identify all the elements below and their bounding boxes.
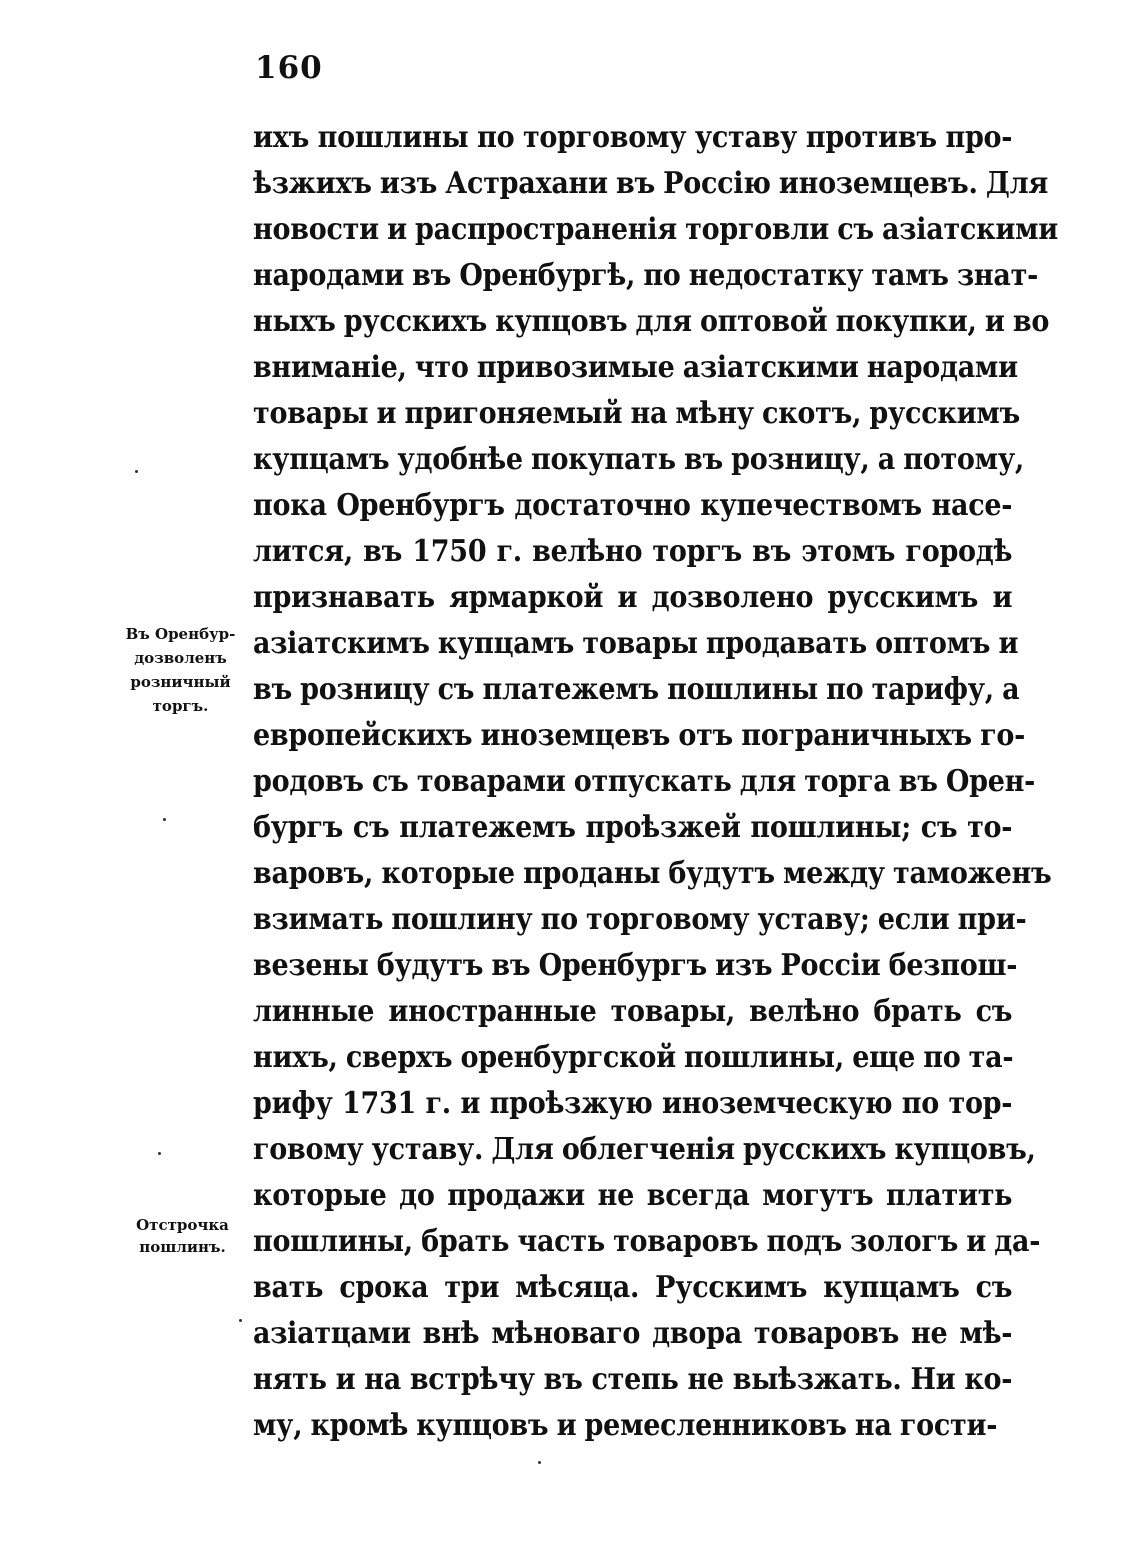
print-speck <box>158 1152 161 1155</box>
margin-note-line: Отстрочка <box>136 1216 229 1234</box>
text-line-19: везены будутъ въ Оренбургъ изъ Россіи безпош- <box>253 948 1018 983</box>
margin-note-line: Въ Оренбур- <box>125 625 236 643</box>
margin-note-oren-trade <box>108 622 253 718</box>
margin-note-line: дозволенъ <box>134 649 227 667</box>
text-line-11: признавать ярмаркой и дозволено русскимъ и <box>253 580 1013 615</box>
margin-note-line: торгъ. <box>152 697 209 715</box>
text-line-18: взимать пошлину по торговому уставу; если при- <box>253 902 1027 937</box>
margin-note-line: пошлинъ. <box>139 1238 226 1256</box>
print-speck <box>239 1319 242 1322</box>
text-line-10: лится, въ 1750 г. велѣно торгъ въ этомъ городѣ <box>253 534 1013 569</box>
margin-note-line: розничный <box>130 673 231 691</box>
text-line-6: вниманіе, что привозимые азіатскими народами <box>253 350 1018 385</box>
text-line-23: говому уставу. Для облегченія русскихъ купцовъ, <box>253 1132 1036 1167</box>
text-line-8: купцамъ удобнѣе покупать въ розницу, а потому, <box>253 442 1024 477</box>
margin-note-deferral <box>120 1214 245 1258</box>
text-line-4: народами въ Оренбургѣ, по недостатку тамъ знат- <box>253 258 1039 293</box>
text-line-12: азіатскимъ купцамъ товары продавать оптомъ и <box>253 626 1019 661</box>
print-speck <box>538 1461 541 1464</box>
text-line-3: новости и распространенія торговли съ азіатскими <box>253 212 1059 247</box>
print-speck <box>163 818 166 821</box>
text-line-29: му, кромѣ купцовъ и ремесленниковъ на гости- <box>253 1408 998 1443</box>
text-line-7: товары и пригоняемый на мѣну скотъ, русскимъ <box>253 396 1021 431</box>
text-line-2: ѣзжихъ изъ Астрахани въ Россію иноземцевъ. Для <box>253 166 1049 201</box>
text-line-25: пошлины, брать часть товаровъ подъ зологъ и да- <box>253 1224 1041 1259</box>
text-line-26: вать срока три мѣсяца. Русскимъ купцамъ съ <box>253 1270 1013 1305</box>
text-line-5: ныхъ русскихъ купцовъ для оптовой покупки, и во <box>253 304 1050 339</box>
text-line-13: въ розницу съ платежемъ пошлины по тарифу, а <box>253 672 1020 707</box>
text-line-28: нять и на встрѣчу въ степь не выѣзжать. Ни ко- <box>253 1362 1013 1397</box>
text-line-16: бургъ съ платежемъ проѣзжей пошлины; съ то- <box>253 810 1013 845</box>
text-line-1: ихъ пошлины по торговому уставу противъ про- <box>253 120 1013 155</box>
text-line-14: европейскихъ иноземцевъ отъ пограничныхъ го- <box>253 718 1026 753</box>
body-text <box>253 115 1059 1449</box>
text-line-20: линные иностранные товары, велѣно брать съ <box>253 994 1013 1029</box>
text-line-9: пока Оренбургъ достаточно купечествомъ насе- <box>253 488 1013 523</box>
text-line-15: родовъ съ товарами отпускать для торга въ Орен- <box>253 764 1036 799</box>
text-line-22: рифу 1731 г. и проѣзжую иноземческую по тор- <box>253 1086 1013 1121</box>
text-line-17: варовъ, которые проданы будутъ между таможенъ <box>253 856 1052 891</box>
page-number: 160 <box>255 50 323 86</box>
text-line-24: которые до продажи не всегда могутъ платить <box>253 1178 1013 1213</box>
print-speck <box>135 470 138 473</box>
text-line-27: азіатцами внѣ мѣноваго двора товаровъ не мѣ- <box>253 1316 1013 1351</box>
text-line-21: нихъ, сверхъ оренбургской пошлины, еще по та- <box>253 1040 1014 1075</box>
